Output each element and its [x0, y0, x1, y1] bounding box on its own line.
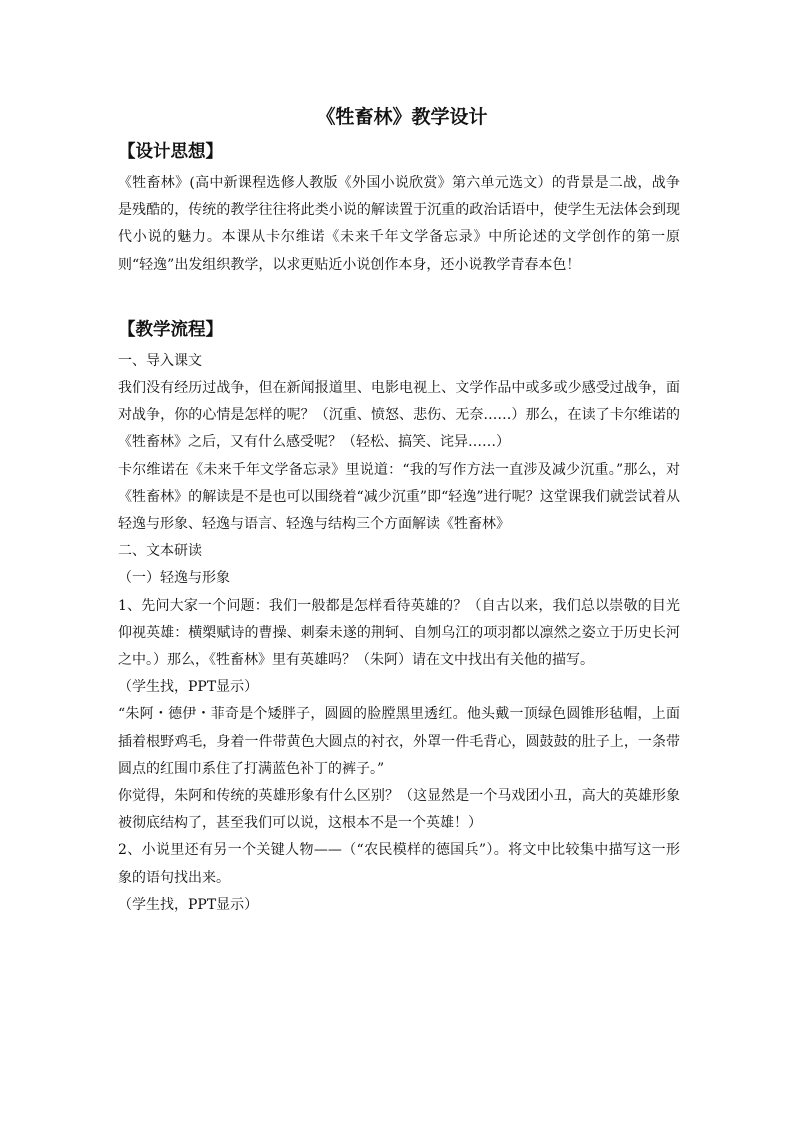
student-find-note-1: （学生找，PPT显示） — [118, 679, 259, 696]
subheading-lightness-image: （一）轻逸与形象 — [118, 570, 230, 587]
design-idea-paragraph: 《牲畜林》(高中新课程选修人教版《外国小说欣赏》第六单元选文）的背景是二战，战争是残酷的，传统的教学往往将此类小说的解读置于沉重的政治话语中，使学生无法体会到现代小说的魅力。本课从卡尔维诺《未来千年文学备忘录》中所论述的文学创作的第一原则“轻逸”出发组织教学，以求更贴近小说创作本身，还小说教学青春本色！ — [118, 175, 680, 273]
document-page — [118, 100, 680, 919]
document-title: 《牲畜林》教学设计 — [316, 106, 488, 128]
subheading-intro: 一、导入课文 — [118, 352, 202, 369]
zhua-description-quote: “朱阿・德伊・菲奇是个矮胖子，圆圆的脸膛黑里透红。他头戴一顶绿色圆锥形毡帽，上面插着根野鸡毛，身着一件带黄色大圆点的衬衣，外罩一件毛背心，圆鼓鼓的肚子上，一条带圆点的红围巾系住了打满蓝色补丁的裤子。” — [118, 706, 680, 777]
student-find-note-2: （学生找，PPT显示） — [118, 896, 259, 913]
hero-comparison-paragraph: 你觉得，朱阿和传统的英雄形象有什么区别？（这显然是一个马戏团小丑，高大的英雄形象被彻底结构了，甚至我们可以说，这根本不是一个英雄！） — [118, 788, 680, 832]
question-1-paragraph: 1、先问大家一个问题：我们一般都是怎样看待英雄的？（自古以来，我们总以崇敬的目光仰视英雄：横槊赋诗的曹操、刺秦未遂的荆轲、自刎乌江的项羽都以凛然之姿立于历史长河之中。）那么，《牲畜林》里有英雄吗？（朱阿）请在文中找出有关他的描写。 — [118, 597, 680, 669]
subheading-text-study: 二、文本研读 — [118, 543, 202, 560]
intro-paragraph-1: 我们没有经历过战争，但在新闻报道里、电影电视上、文学作品中或多或少感受过战争，面对战争，你的心情是怎样的呢？（沉重、愤怒、悲伤、无奈……）那么，在读了卡尔维诺的《牲畜林》之后，又有什么感受呢？（轻松、搞笑、诧异……） — [118, 380, 680, 451]
section-heading-teaching-process: 【教学流程】 — [118, 319, 223, 340]
question-2-paragraph: 2、小说里还有另一个关键人物——（“农民模样的德国兵”）。将文中比较集中描写这一形象的语句找出来。 — [118, 842, 680, 886]
intro-paragraph-2: 卡尔维诺在《未来千年文学备忘录》里说道：“我的写作方法一直涉及减少沉重。”那么，对《牲畜林》的解读是不是也可以围绕着“减少沉重”即“轻逸”进行呢？这堂课我们就尝试着从轻逸与形象、轻逸与语言、轻逸与结构三个方面解读《牲畜林》 — [118, 461, 680, 533]
section-heading-design-idea: 【设计思想】 — [118, 142, 223, 162]
section-spacer — [118, 279, 680, 306]
